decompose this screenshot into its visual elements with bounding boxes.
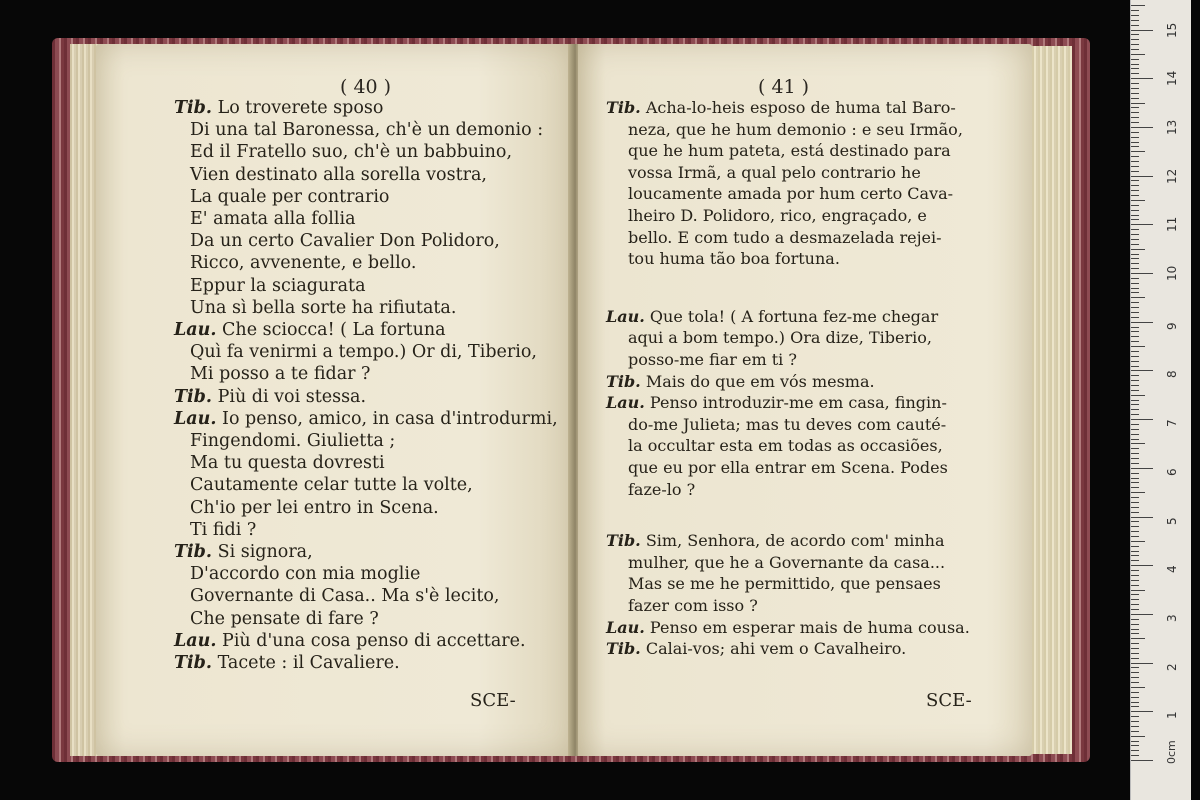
speaker-name: Tib.	[174, 98, 212, 118]
ruler-number: 8	[1165, 370, 1179, 379]
ruler-tick	[1131, 336, 1139, 337]
text-line	[174, 653, 400, 673]
ruler-tick	[1131, 492, 1145, 493]
ruler-tick	[1131, 307, 1139, 308]
ruler-tick	[1131, 414, 1139, 415]
ruler-tick	[1131, 224, 1153, 225]
line-text: fazer com isso ?	[628, 596, 758, 615]
ruler-tick	[1131, 409, 1139, 410]
text-line	[628, 458, 948, 477]
line-text: Che sciocca! ( La fortuna	[222, 320, 446, 340]
text-line	[190, 342, 537, 362]
ruler-tick	[1131, 453, 1139, 454]
ruler-tick	[1131, 205, 1139, 206]
speaker-name: Tib.	[606, 639, 641, 659]
ruler-tick	[1131, 404, 1139, 405]
text-line	[628, 249, 840, 268]
line-text: Penso introduzir-me em casa, fingin-	[649, 393, 947, 413]
ruler-tick	[1131, 375, 1139, 376]
line-text: Que tola! ( A fortuna fez-me chegar	[649, 306, 939, 326]
ruler-tick	[1131, 614, 1153, 615]
line-text: Lo troverete sposo	[217, 98, 384, 118]
text-line	[190, 520, 256, 540]
ruler-tick	[1131, 755, 1139, 756]
ruler-tick	[1131, 546, 1139, 547]
text-line	[628, 141, 951, 160]
speaker-name: Tib.	[174, 542, 212, 562]
ruler-tick	[1131, 638, 1145, 639]
ruler-tick	[1131, 473, 1139, 474]
ruler-tick	[1131, 624, 1139, 625]
ruler-tick	[1131, 30, 1153, 31]
ruler-tick	[1131, 39, 1139, 40]
ruler-tick	[1131, 434, 1139, 435]
text-line	[190, 298, 456, 318]
ruler-tick	[1131, 195, 1139, 196]
ruler-tick	[1131, 604, 1139, 605]
line-text: posso-me fiar em ti ?	[628, 350, 797, 369]
ruler-tick	[1131, 171, 1139, 172]
ruler-tick	[1131, 629, 1139, 630]
ruler-tick	[1131, 83, 1139, 84]
line-text: faze-lo ?	[628, 479, 696, 499]
ruler-tick	[1131, 667, 1139, 668]
line-text: Una sì bella sorte ha rifiutata.	[190, 297, 457, 318]
ruler-tick	[1131, 68, 1139, 69]
line-text: Vien destinato alla sorella vostra,	[190, 164, 487, 185]
ruler-tick	[1131, 88, 1139, 89]
ruler-tick	[1131, 44, 1139, 45]
text-line	[628, 553, 945, 572]
text-line	[628, 350, 797, 369]
ruler-tick	[1131, 64, 1139, 65]
text-line	[190, 431, 395, 451]
ruler-tick	[1131, 482, 1139, 483]
ruler-tick	[1131, 560, 1139, 561]
ruler-tick	[1131, 146, 1139, 147]
ruler-tick	[1131, 54, 1145, 55]
ruler-number: 4	[1165, 565, 1179, 574]
text-line	[628, 415, 946, 434]
line-text: Sim, Senhora, de acordo com' minha	[645, 531, 945, 551]
line-text: Ti fidi ?	[190, 519, 257, 540]
ruler-tick	[1131, 34, 1139, 35]
ruler-number: 9	[1165, 322, 1179, 330]
ruler-number: 13	[1165, 119, 1179, 135]
text-line	[606, 307, 938, 326]
line-text: Mas se me he permittido, que pensaes	[628, 574, 941, 594]
ruler-tick	[1131, 312, 1139, 313]
text-line	[190, 142, 512, 162]
line-text: Più d'una cosa penso di accettare.	[222, 630, 526, 651]
ruler-tick	[1131, 706, 1139, 707]
ruler-tick	[1131, 370, 1153, 371]
ruler-tick	[1131, 161, 1139, 162]
ruler-tick	[1131, 341, 1139, 342]
ruler-tick	[1131, 531, 1139, 532]
text-line	[606, 531, 945, 550]
ruler-tick	[1131, 521, 1139, 522]
ruler-tick	[1131, 643, 1139, 644]
speaker-name: Lau.	[606, 306, 645, 326]
line-text: Penso em esperar mais de huma cousa.	[649, 617, 970, 637]
ruler-tick	[1131, 429, 1139, 430]
ruler-tick	[1131, 244, 1139, 245]
ruler-tick	[1131, 682, 1139, 683]
ruler-tick	[1131, 78, 1153, 79]
text-line	[190, 187, 389, 207]
right-catchword: SCE-	[926, 690, 972, 711]
ruler-tick	[1131, 658, 1139, 659]
ruler-tick	[1131, 210, 1139, 211]
speaker-name: Tib.	[174, 386, 212, 407]
ruler-tick	[1131, 5, 1145, 6]
ruler-tick	[1131, 760, 1153, 761]
ruler-tick	[1131, 731, 1139, 732]
ruler-tick	[1131, 565, 1153, 566]
line-text: Fingendomi. Giulietta ;	[190, 431, 396, 451]
ruler-tick	[1131, 526, 1139, 527]
ruler-tick	[1131, 283, 1139, 284]
ruler-tick	[1131, 258, 1139, 259]
ruler-number: 7	[1165, 419, 1179, 428]
line-text: lheiro D. Polidoro, rico, engraçado, e	[628, 206, 927, 225]
ruler-tick	[1131, 721, 1139, 722]
line-text: aqui a bom tempo.) Ora dize, Tiberio,	[628, 328, 932, 348]
ruler-tick	[1131, 166, 1139, 167]
ruler-tick	[1131, 663, 1153, 664]
ruler-tick	[1131, 239, 1139, 240]
text-line	[628, 206, 927, 225]
ruler-tick	[1131, 711, 1153, 712]
ruler-tick	[1131, 361, 1139, 362]
ruler-tick	[1131, 249, 1145, 250]
ruler-tick	[1131, 541, 1145, 542]
line-text: Di una tal Baronessa, ch'è un demonio :	[190, 120, 544, 141]
speaker-name: Lau.	[174, 320, 217, 340]
ruler-number: 5	[1165, 516, 1179, 525]
line-text: bello. E com tudo a desmazelada rejei-	[628, 227, 942, 247]
line-text: Eppur la sciagurata	[190, 275, 366, 296]
ruler-tick	[1131, 512, 1139, 513]
ruler-tick	[1131, 448, 1139, 449]
text-line	[174, 387, 366, 407]
ruler-tick	[1131, 580, 1139, 581]
ruler-unit-label: 0cm	[1165, 740, 1178, 764]
speaker-name: Tib.	[606, 531, 641, 551]
ruler-tick	[1131, 551, 1139, 552]
ruler-number: 10	[1165, 265, 1179, 281]
line-text: que eu por ella entrar em Scena. Podes	[628, 458, 948, 477]
line-text: Io penso, amico, in casa d'introdurmi,	[222, 408, 558, 429]
ruler-tick	[1131, 599, 1139, 600]
ruler-tick	[1131, 234, 1139, 235]
ruler-tick	[1131, 697, 1139, 698]
ruler-tick	[1131, 390, 1139, 391]
ruler-tick	[1131, 142, 1139, 143]
left-page-number: ( 40 )	[340, 76, 392, 98]
ruler-tick	[1131, 463, 1139, 464]
line-text: Ed il Fratello suo, ch'è un babbuino,	[190, 142, 513, 163]
ruler-tick	[1131, 297, 1145, 298]
ruler-number: 14	[1165, 70, 1179, 87]
ruler-tick	[1131, 619, 1139, 620]
ruler-tick	[1131, 73, 1139, 74]
ruler-tick	[1131, 49, 1139, 50]
ruler-tick	[1131, 137, 1139, 138]
ruler-tick	[1131, 93, 1139, 94]
line-text: Acha-lo-heis esposo de huma tal Baro-	[645, 98, 956, 117]
line-text: Ricco, avvenente, e bello.	[190, 253, 417, 274]
measuring-ruler	[1130, 0, 1191, 800]
ruler-tick	[1131, 219, 1139, 220]
ruler-tick	[1131, 268, 1139, 269]
line-text: Calai-vos; ahi vem o Cavalheiro.	[645, 639, 907, 659]
right-page-edges	[1026, 46, 1072, 754]
ruler-tick	[1131, 151, 1145, 152]
line-text: Che pensate di fare ?	[190, 608, 379, 629]
ruler-number: 2	[1165, 662, 1179, 671]
ruler-tick	[1131, 331, 1139, 332]
ruler-tick	[1131, 443, 1145, 444]
text-line	[190, 276, 366, 296]
line-text: do-me Julieta; mas tu deves com cauté-	[628, 414, 947, 434]
ruler-tick	[1131, 292, 1139, 293]
ruler-tick	[1131, 200, 1145, 201]
ruler-tick	[1131, 302, 1139, 303]
ruler-number: 15	[1165, 22, 1179, 38]
ruler-tick	[1131, 156, 1139, 157]
ruler-tick	[1131, 468, 1153, 469]
right-page	[578, 44, 1032, 756]
ruler-tick	[1131, 424, 1139, 425]
line-text: Governante di Casa.. Ma s'è lecito,	[190, 586, 500, 607]
ruler-tick	[1131, 570, 1139, 571]
line-text: Ch'io per lei entro in Scena.	[190, 497, 439, 518]
line-text: Quì fa venirmi a tempo.) Or di, Tiberio,	[190, 342, 537, 363]
ruler-tick	[1131, 575, 1139, 576]
ruler-tick	[1131, 716, 1139, 717]
line-text: tou huma tão boa fortuna.	[628, 249, 840, 269]
ruler-tick	[1131, 653, 1139, 654]
text-line	[628, 596, 758, 615]
ruler-tick	[1131, 517, 1153, 518]
text-line	[190, 475, 473, 495]
text-line	[606, 98, 956, 117]
text-line	[190, 253, 416, 273]
left-catchword: SCE-	[470, 690, 516, 711]
ruler-tick	[1131, 585, 1139, 586]
text-line	[190, 120, 543, 140]
line-text: Cautamente celar tutte la volte,	[190, 475, 473, 496]
ruler-tick	[1131, 25, 1139, 26]
ruler-tick	[1131, 458, 1139, 459]
line-text: E' amata alla follia	[190, 209, 356, 229]
line-text: Mi posso a te fidar ?	[190, 364, 371, 385]
ruler-tick	[1131, 633, 1139, 634]
text-line	[174, 409, 558, 429]
text-line	[190, 364, 370, 384]
ruler-tick	[1131, 594, 1139, 595]
ruler-tick	[1131, 327, 1139, 328]
ruler-tick	[1131, 395, 1145, 396]
text-line	[190, 231, 500, 251]
text-line	[190, 609, 379, 629]
ruler-tick	[1131, 103, 1145, 104]
ruler-tick	[1131, 726, 1139, 727]
ruler-number: 12	[1165, 168, 1179, 184]
text-line	[174, 542, 313, 562]
ruler-tick	[1131, 536, 1139, 537]
ruler-tick	[1131, 229, 1139, 230]
ruler-tick	[1131, 190, 1139, 191]
ruler-number: 3	[1165, 614, 1179, 622]
ruler-tick	[1131, 692, 1139, 693]
text-line	[628, 574, 941, 593]
text-line	[606, 372, 875, 391]
left-page	[96, 44, 574, 756]
speaker-name: Lau.	[174, 408, 217, 429]
text-line	[606, 639, 906, 658]
line-text: Mais do que em vós mesma.	[645, 371, 875, 391]
ruler-tick	[1131, 385, 1139, 386]
speaker-name: Lau.	[606, 393, 645, 413]
line-text: loucamente amada por hum certo Cava-	[628, 184, 954, 204]
ruler-tick	[1131, 590, 1145, 591]
line-text: neza, que he hum demonio : e seu Irmão,	[628, 119, 963, 139]
line-text: Ma tu questa dovresti	[190, 453, 385, 474]
ruler-tick	[1131, 317, 1139, 318]
ruler-number: 6	[1165, 468, 1179, 476]
ruler-tick	[1131, 702, 1139, 703]
ruler-tick	[1131, 59, 1139, 60]
line-text: la occultar esta em todas as occasiões,	[628, 436, 943, 456]
ruler-tick	[1131, 346, 1145, 347]
text-line	[606, 393, 947, 412]
ruler-tick	[1131, 351, 1139, 352]
ruler-tick	[1131, 278, 1139, 279]
text-line	[190, 586, 499, 606]
line-text: Più di voi stessa.	[217, 386, 367, 407]
ruler-tick	[1131, 254, 1139, 255]
ruler-tick	[1131, 98, 1139, 99]
ruler-tick	[1131, 185, 1139, 186]
text-line	[606, 618, 970, 637]
line-text: Tacete : il Cavaliere.	[217, 653, 400, 673]
ruler-tick	[1131, 380, 1139, 381]
ruler-number: 1	[1165, 711, 1179, 720]
line-text: que he hum pateta, está destinado para	[628, 141, 951, 161]
ruler-tick	[1131, 117, 1139, 118]
ruler-tick	[1131, 288, 1139, 289]
text-line	[174, 320, 446, 340]
ruler-tick	[1131, 176, 1153, 177]
ruler-tick	[1131, 609, 1139, 610]
ruler-tick	[1131, 107, 1139, 108]
text-line	[628, 228, 942, 247]
line-text: vossa Irmã, a qual pelo contrario he	[628, 162, 921, 182]
ruler-tick	[1131, 507, 1139, 508]
ruler-number: 11	[1165, 217, 1179, 233]
ruler-tick	[1131, 497, 1139, 498]
ruler-tick	[1131, 356, 1139, 357]
ruler-tick	[1131, 20, 1139, 21]
line-text: Si signora,	[217, 542, 313, 562]
text-line	[190, 498, 439, 518]
ruler-tick	[1131, 366, 1139, 367]
ruler-tick	[1131, 127, 1153, 128]
line-text: La quale per contrario	[190, 186, 390, 207]
ruler-tick	[1131, 112, 1139, 113]
ruler-tick	[1131, 487, 1139, 488]
ruler-tick	[1131, 15, 1139, 16]
ruler-tick	[1131, 322, 1153, 323]
speaker-name: Tib.	[606, 98, 641, 117]
line-text: Da un certo Cavalier Don Polidoro,	[190, 231, 500, 252]
text-line	[628, 436, 943, 455]
ruler-tick	[1131, 122, 1139, 123]
ruler-tick	[1131, 400, 1139, 401]
ruler-tick	[1131, 215, 1139, 216]
ruler-tick	[1131, 263, 1139, 264]
ruler-tick	[1131, 419, 1153, 420]
ruler-tick	[1131, 502, 1139, 503]
ruler-tick	[1131, 10, 1139, 11]
text-line	[190, 564, 420, 584]
speaker-name: Lau.	[174, 630, 217, 651]
speaker-name: Tib.	[606, 371, 641, 391]
ruler-tick	[1131, 555, 1139, 556]
text-line	[174, 98, 383, 118]
ruler-tick	[1131, 745, 1139, 746]
text-line	[628, 184, 953, 203]
text-line	[628, 480, 695, 499]
ruler-tick	[1131, 648, 1139, 649]
text-line	[628, 328, 932, 347]
text-line	[174, 631, 526, 651]
speaker-name: Lau.	[606, 617, 645, 637]
ruler-tick	[1131, 736, 1145, 737]
text-line	[628, 120, 963, 139]
ruler-tick	[1131, 677, 1139, 678]
line-text: D'accordo con mia moglie	[190, 564, 421, 585]
ruler-tick	[1131, 439, 1139, 440]
ruler-tick	[1131, 687, 1145, 688]
text-line	[190, 209, 356, 229]
ruler-tick	[1131, 180, 1139, 181]
text-line	[190, 453, 385, 473]
text-line	[190, 165, 487, 185]
text-line	[628, 163, 921, 182]
ruler-tick	[1131, 132, 1139, 133]
ruler-tick	[1131, 750, 1139, 751]
ruler-tick	[1131, 273, 1153, 274]
speaker-name: Tib.	[174, 653, 212, 673]
ruler-tick	[1131, 672, 1139, 673]
right-page-number: ( 41 )	[758, 76, 810, 98]
ruler-tick	[1131, 741, 1139, 742]
ruler-tick	[1131, 478, 1139, 479]
line-text: mulher, que he a Governante da casa...	[628, 552, 946, 572]
